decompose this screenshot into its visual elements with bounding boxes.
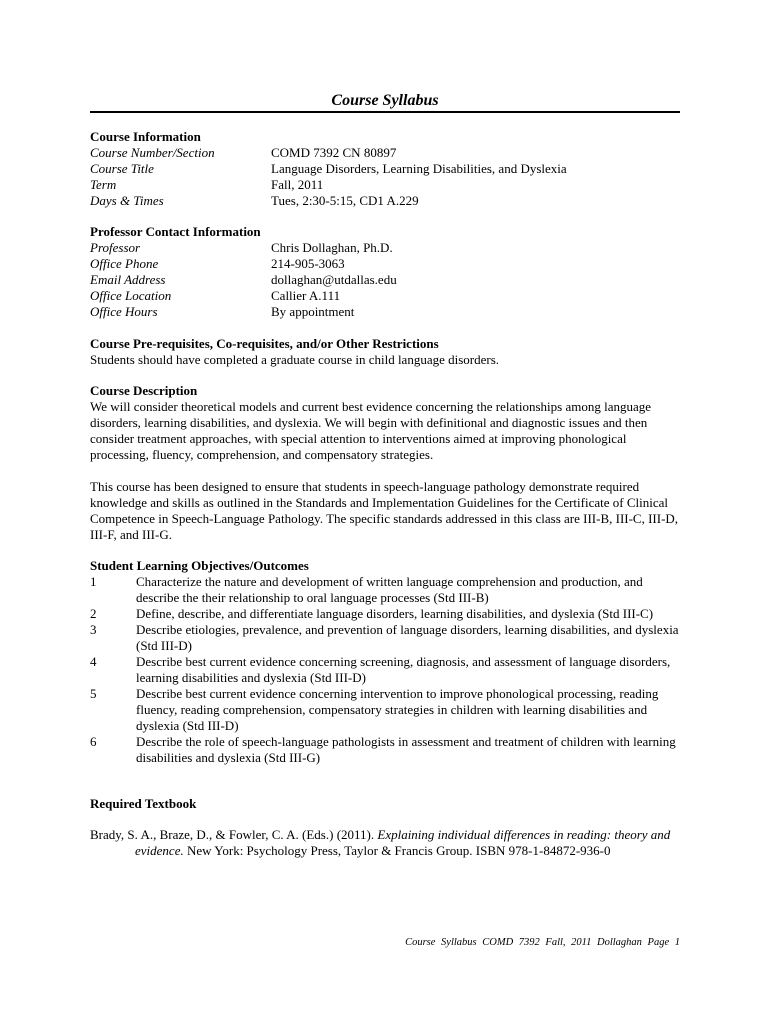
section-heading: Student Learning Objectives/Outcomes (90, 558, 309, 573)
prerequisites-section (90, 336, 680, 368)
info-value: COMD 7392 CN 80897 (271, 145, 397, 160)
course-information-section (90, 129, 680, 209)
objective-number: 3 (90, 622, 97, 637)
section-text: Students should have completed a graduate course in child language disorders. (90, 352, 500, 367)
contact-row (90, 272, 680, 288)
reference-publisher: New York: Psychology Press, Taylor & Francis Group. ISBN 978-1-84872-936-0 (183, 843, 611, 858)
page-title: Course Syllabus (331, 92, 439, 109)
reference-title: Explaining individual differences in reading: theory and evidence. (135, 827, 671, 858)
objective-number: 4 (90, 654, 97, 669)
objective-text: Describe the role of speech-language pathologists in assessment and treatment of children with learning disabilities and dyslexia (Std III-G) (136, 734, 676, 765)
section-heading: Course Pre-requisites, Co-requisites, and/or Other Restrictions (90, 336, 439, 351)
objective-text: Describe best current evidence concerning screening, diagnosis, and assessment of language disorders, learning disabilities and dyslexia (Std III-D) (136, 654, 671, 685)
info-row (90, 193, 680, 209)
contact-row (90, 304, 680, 320)
objective-text: Characterize the nature and development of written language comprehension and production, and describe the their relationship to oral language processes (Std III-B) (136, 574, 643, 605)
section-heading: Course Information (90, 129, 201, 144)
section-heading: Professor Contact Information (90, 224, 261, 239)
contact-value: Chris Dollaghan, Ph.D. (271, 240, 393, 255)
contact-value: 214-905-3063 (271, 256, 345, 271)
info-label: Course Number/Section (90, 145, 215, 160)
info-value: Tues, 2:30-5:15, CD1 A.229 (271, 193, 419, 208)
contact-row (90, 256, 680, 272)
info-label: Days & Times (90, 193, 164, 208)
textbook-reference (90, 827, 680, 859)
info-row (90, 145, 680, 161)
objective-item (90, 606, 680, 622)
contact-label: Office Hours (90, 304, 158, 319)
contact-row (90, 240, 680, 256)
section-heading: Course Description (90, 383, 198, 398)
reference-authors: Brady, S. A., Braze, D., & Fowler, C. A. (Eds.) (2011). (90, 827, 378, 842)
objective-number: 5 (90, 686, 97, 701)
info-row (90, 161, 680, 177)
contact-label: Professor (90, 240, 141, 255)
contact-label: Office Phone (90, 256, 159, 271)
page-footer: Course Syllabus COMD 7392 Fall, 2011 Dollaghan Page 1 (405, 937, 680, 948)
info-row (90, 177, 680, 193)
contact-label: Email Address (90, 272, 166, 287)
objective-item (90, 622, 680, 654)
objective-number: 2 (90, 606, 97, 621)
objectives-section (90, 558, 680, 766)
description-paragraph: We will consider theoretical models and current best evidence concerning the relationships among language disorders, learning disabilities, and dyslexia. We will begin with definitional and diagnostic issues and then consider treatment approaches, with special attention to interventions aimed at improving phonological processing, fluency, comprehension, and compensatory strategies. (90, 399, 652, 462)
professor-contact-section (90, 224, 680, 320)
contact-label: Office Location (90, 288, 172, 303)
objective-item (90, 654, 680, 686)
objective-text: Describe best current evidence concerning intervention to improve phonological processing, reading fluency, reading comprehension, compensatory strategies in children with learning disabilities and dyslexia (Std III-D) (136, 686, 659, 733)
email-value: dollaghan@utdallas.edu (271, 272, 397, 287)
contact-row (90, 288, 680, 304)
contact-value: By appointment (271, 304, 355, 319)
info-value: Language Disorders, Learning Disabilities, and Dyslexia (271, 161, 567, 176)
contact-value: Callier A.111 (271, 288, 341, 303)
objective-item (90, 686, 680, 734)
description-paragraph: This course has been designed to ensure that students in speech-language pathology demonstrate required knowledge and skills as outlined in the Standards and Implementation Guidelines for the Certificate of Clinical Competence in Speech-Language Pathology. The specific standards addressed in this class are III-B, III-C, III-D, III-F, and III-G. (90, 479, 679, 542)
document-page (90, 0, 680, 1024)
course-description-section (90, 383, 680, 543)
textbook-section (90, 796, 680, 859)
title-rule (90, 111, 680, 113)
objective-text: Describe etiologies, prevalence, and prevention of language disorders, learning disabilities, and dyslexia (Std III-D) (136, 622, 679, 653)
objective-item (90, 574, 680, 606)
info-label: Course Title (90, 161, 154, 176)
section-heading: Required Textbook (90, 796, 197, 811)
objective-number: 6 (90, 734, 97, 749)
objective-text: Define, describe, and differentiate language disorders, learning disabilities, and dyslexia (Std III-C) (136, 606, 654, 621)
objective-item (90, 734, 680, 766)
objective-number: 1 (90, 574, 97, 589)
info-value: Fall, 2011 (271, 177, 324, 192)
info-label: Term (90, 177, 117, 192)
